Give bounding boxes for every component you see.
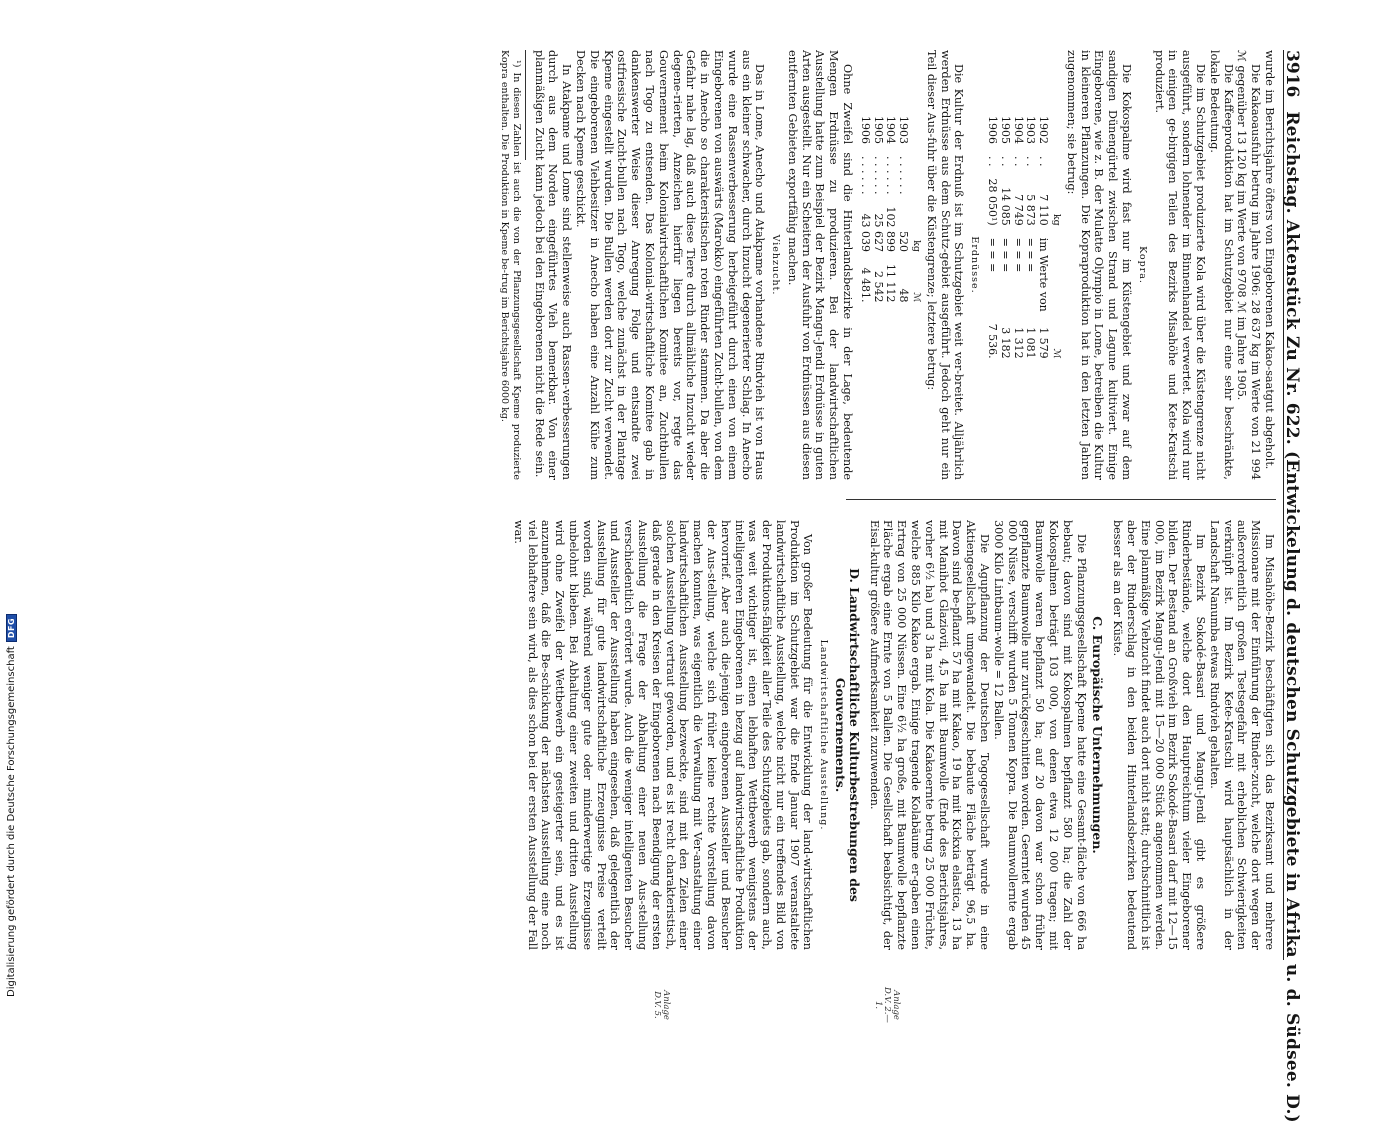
kg-cell: 520 [897, 230, 911, 252]
paragraph: wurde im Berichtsjahre öfters von Eingeborenen Kakao-saatgut abgeholt. [1263, 50, 1276, 470]
page-title: Reichstag. Aktenstück Zu Nr. 622. (Entwickelung d. deutschen Schutzgebiete in Afrika u. d. Südsee. D.) [1281, 111, 1302, 1123]
unit-mark: ℳ [1051, 348, 1063, 359]
table-row [985, 110, 998, 365]
right-column [511, 520, 1276, 950]
year-cell: 1903 [897, 116, 911, 144]
left-column [499, 50, 1276, 480]
year-cell: 1905 [871, 116, 885, 144]
kg-cell: 7 110 [1037, 194, 1051, 226]
leader-dots: . . . . . . [884, 156, 898, 195]
table-header-row [1049, 110, 1062, 365]
subheading-kopra: Kopra. [1136, 246, 1148, 284]
table-row [1036, 110, 1049, 365]
digitization-credit [6, 614, 17, 997]
year-cell: 1906 [858, 116, 872, 144]
value-cell: 3 182 [998, 327, 1012, 359]
unit-mark: ℳ [911, 292, 923, 303]
leader-dots: . . . . . . [871, 156, 885, 195]
value-cell: 7 536. [986, 323, 1000, 359]
credit-text: Digitalisierung gefördert durch die Deutsche Forschungsgemeinschaft [6, 646, 17, 997]
page-number: 3916 [1281, 50, 1302, 98]
unit-kg: kg [911, 240, 923, 252]
subheading-viehzucht: Viehzucht. [770, 234, 782, 296]
paragraph: Die Kokospalme wird fast nur im Küstengebiet und zwar auf dem sandigen Dünengürtel zwischen Strand und Lagune kultiviert. Einige Eingeborene, wie z. B. der Mulatte Olympio in Lome, betreiben die Kultur in kleineren Pflanzungen. Die Kopraproduktion hat in den letzten Jahren zugenommen; sie betrug: [1064, 50, 1134, 480]
document-content [80, 40, 1310, 1123]
unit-kg: kg [1051, 213, 1063, 226]
leader-dots: . . [1011, 156, 1025, 167]
column-divider [846, 499, 1276, 500]
kg-cell: 5 873 [1024, 194, 1038, 226]
paragraph: Die im Schutzgebiet produzierte Kola wird über die Küstengrenze nicht ausgeführt, sondern lohnender im Binnenhandel verwertet. Kola wird nur in einigen ge-birgigen Teilen des Bezirks Misahöhe und Kete-Kratschi produziert. [1152, 50, 1208, 480]
text-cell: = = = [998, 237, 1012, 273]
table-row [1011, 110, 1024, 365]
value-cell: 4 481. [858, 267, 872, 303]
value-cell: 11 112 [884, 263, 898, 303]
leader-dots: . . [998, 156, 1012, 167]
paragraph: In Atakpame und Lome sind stellenweise auch Rassen-verbesserungen durch aus dem Norden eingeführtes Vieh bemerkbar. Von einer planmäßigen Zucht kann jedoch bei den Eingeborenen nicht die Rede sein. [532, 50, 574, 480]
leader-dots: . . . . . . [897, 156, 911, 195]
paragraph: Die Pflanzungsgesellschaft Kpeme hatte eine Gesamt-fläche von 666 ha bebaut; davon sind mit Kokospalmen bepflanzt 580 ha; die Zahl der Kokospalmen beträgt 103 000, von denen etwa 12 000 tragen; mit Baumwolle waren bepflanzt 50 ha; auf 20 davon war schon früher gepflanzte Baumwolle nur zurückgeschnitten worden. Geerntet wurden 45 000 Nüsse, verschifft wurden 5 Tonnen Kopra. Die Baumwollernte ergab 3000 Kilo Lintbaum-wolle = 12 Ballen. [991, 520, 1088, 950]
text-cell: = = = [1011, 237, 1025, 273]
year-cell: 1905 [998, 116, 1012, 144]
margin-annotation: Anlage D.V. 2.—1. [873, 987, 901, 1023]
leader-dots: . . . . . . [858, 156, 872, 195]
dfg-logo: DFG [6, 614, 17, 642]
rotated-document-page [80, 40, 1310, 1123]
table-row [858, 110, 871, 308]
leader-dots: . . [1024, 156, 1038, 167]
paragraph: Im Misahöhe-Bezirk beschäftigten sich das Bezirksamt und mehrere Missionare mit der Einführung der Rinder-zucht, welche dort wegen der außerordentlich großen Tsetsegefahr mit erheblichen Schwierigkeiten verknüpft ist. Im Bezirk Kete-Kratschi wird hauptsächlich in der Landschaft Nanumba etwas Rindvieh gehalten. [1207, 520, 1276, 950]
table-row [871, 110, 884, 308]
year-cell: 1906 [986, 116, 1000, 144]
kopra-table [985, 110, 1062, 365]
year-cell: 1902 [1037, 116, 1051, 144]
section-heading-c: C. Europäische Unternehmungen. [1090, 616, 1106, 854]
table-row [998, 110, 1011, 365]
value-cell: 1 579 [1037, 327, 1051, 359]
table-header-row [909, 110, 922, 308]
kg-cell: 43 039 [858, 213, 872, 252]
paragraph: Das in Lome, Anecho und Atakpame vorhandene Rindvieh ist von Haus aus ein kleiner schwacher, durch Inzucht degenerierter Schlag. In Anecho wurde eine Rassenverbesserung herbeigeführt durch einen von einem Eingeborenen von auswärts (Marokko) eingeführten Zucht-bullen, von dem die in Anecho so charakteristischen roten Rinder stammen. Da aber die Gefahr nahe lag, daß auch diese Tiere durch allmähliche Inzucht wieder degene-rierten, Anzeichen hierfür liegen bereits vor, regte das Gouvernement beim Kolonialwirtschaftlichen Komitee an, Zuchtbullen nach Togo zu entsenden. Das Kolonial-wirtschaftliche Komitee gab in dankenswerter Weise dieser Anregung Folge und entsandte zwei ostfriesische Zucht-bullen nach Togo, welche zunächst in der Plantage Kpeme eingestellt wurden. Die Bullen werden dort zur Zucht verwendet. Die eingeborenen Viehbesitzer in Anecho haben eine Anzahl Kühe zum Decken nach Kpeme geschickt. [573, 50, 767, 480]
paragraph: Die Kakaoausfuhr betrug im Jahre 1906: 28 637 kg im Werte von 21 994 ℳ gegenüber 13 120 kg im Werte von 9708 ℳ im Jahre 1905. [1235, 50, 1263, 480]
value-cell: 2 542 [871, 270, 885, 303]
text-cell: im Werte von [1037, 237, 1051, 312]
paragraph: Die Kaffeeproduktion hat im Schutzgebiet nur eine sehr beschränkte, lokale Bedeutung. [1207, 50, 1235, 480]
table-row [896, 110, 909, 308]
margin-annotation: Anlage D.V. 5. [652, 990, 671, 1020]
section-heading-d: D. Landwirtschaftliche Kulturbestrebungen des Gouvernements. [833, 568, 862, 902]
kg-cell: 14 085 [998, 187, 1012, 226]
page-header [1281, 50, 1310, 1123]
table-row [1024, 110, 1037, 365]
leader-dots: . . [1037, 156, 1051, 167]
year-cell: 1904 [1011, 116, 1025, 144]
kg-cell: 102 899 [884, 206, 898, 252]
subheading-ausstellung: Landwirtschaftliche Ausstellung. [818, 639, 830, 831]
paragraph: Ohne Zweifel sind die Hinterlandsbezirke in der Lage, bedeutende Mengen Erdnüsse zu produzieren. Bei der landwirtschaftlichen Ausstellung hatte zum Beispiel der Bezirk Mangu-Jendi Erdnüsse in guten Arten ausgestellt. Nur ein Scheitern der Ausfuhr von Erdnüssen aus diesen entfernten Gebieten exportfähig machen. [785, 50, 855, 480]
paragraph: Die Kultur der Erdnuß ist im Schutzgebiet weit ver-breitet. Alljährlich werden Erdnüsse aus dem Schutz-gebiet ausgeführt. Jedoch geht nur ein Teil dieser Aus-fuhr über die Küstengrenze; letztere betrug: [924, 50, 966, 480]
value-cell: 1 081 [1024, 327, 1038, 359]
subheading-erdnuesse: Erdnüsse. [969, 236, 981, 294]
kg-cell: 25 627 [871, 213, 885, 252]
leader-dots: . . [986, 156, 1000, 167]
kg-cell: 7 749 [1011, 194, 1025, 226]
value-cell: 48 [897, 288, 911, 303]
year-cell: 1903 [1024, 116, 1038, 144]
table-row [884, 110, 897, 308]
text-cell: = = = [1024, 237, 1038, 273]
erdnuss-table [858, 110, 922, 308]
value-cell: 1 312 [1011, 327, 1025, 359]
text-cell: = = = [986, 237, 1000, 273]
paragraph: Von großer Bedeutung für die Entwicklung der land-wirtschaftlichen Produktion im Schutzgebiet war die Ende Januar 1907 veranstaltete landwirtschaftliche Ausstellung, welche nicht nur ein treffendes Bild von der Produktions-fähigkeit aller Teile des Schutzgebiets gab, sondern auch, was weit wichtiger ist, einen lebhaften Wettbewerb wenigstens der intelligenteren Eingeborenen in bezug auf landwirtschaftliche Produktion hervorrief. Aber auch die-jenigen eingeborenen Aussteller und Besucher der Aus-stellung, welche sich früher keine rechte Vorstellung davon machen konnten, was eigentlich die Verwaltung mit Ver-anstaltung einer landwirtschaftlichen Ausstellung bezweckte, sind mit den Zielen einer solchen Ausstellung vertraut geworden, und es ist recht charakteristisch, daß gerade in den Kreisen der Eingeborenen nach Beendigung der ersten Ausstellung die Frage der Abhaltung einer neuen Aus-stellung verschiedentlich erörtert wurde. Auch die weniger intelligenten Besucher und Aussteller der Ausstellung haben eingesehen, daß gelegentlich der Ausstellung für gute landwirtschaftliche Erzeugnisse Preise verteilt worden sind, während weniger gute oder minderwertige Erzeugnisse unbelohnt blieben. Bei Abhaltung einer zweiten und dritten Ausstellung wird ohne Zweifel der Wettbewerb ein gesteigerter sein, und es ist anzunehmen, daß die Be-schickung der nächsten Ausstellung eine noch viel lebhaftere sein wird, als dies schon bei der ersten Ausstellung der Fall war. [511, 520, 815, 950]
kg-cell: 28 050¹) [986, 178, 1000, 226]
footnote: ¹) In diesen Zahlen ist auch die von der Pflanzungsgesellschaft Kpeme produzierte Kopra enthalten. Die Produktion in Kpeme be-trug im Berichtsjahre 6000 kg. [499, 50, 522, 480]
year-cell: 1904 [884, 116, 898, 144]
footnote-divider [525, 50, 526, 160]
paragraph: Im Bezirk Sokodé-Basari und Mangu-Jendi gibt es größere Rinderbestände, welche dort den Hauptreichtum vieler Eingeborener bilden. Der Bestand an Großvieh im Bezirk Sokodé-Basari darf mit 12—15 000, im Bezirk Mangu-Jendi mit 15—20 000 Stück angenommen werden. Eine planmäßige Viehzucht findet auch dort nicht statt; durchschnittlich ist aber der Rinderschlag in den beiden Hinterlandsbezirken bedeutend besser als an der Küste. [1111, 520, 1208, 950]
paragraph: Die Agupflanzung der Deutschen Togogesellschaft wurde in eine Aktiengesellschaft umgewandelt. Die bebaute Fläche beträgt 96,5 ha. Davon sind be-pflanzt 57 ha mit Kakao, 19 ha mit Kickxia elastica, 13 ha mit Manihot Glaziovii, 4,5 ha mit Baumwolle (Ende des Berichtsjahres, vorher 6½ ha) und 3 ha mit Kola. Die Kakaoernte betrug 25 000 Früchte, welche 885 Kilo Kakao ergab. Einige tragende Kolabäume er-gaben einen Ertrag von 25 000 Nüssen. Eine 6½ ha große, mit Baumwolle bepflanzte Fläche ergab eine Ernte von 5 Ballen. Die Gesellschaft beabsichtigt, der Eisal-kultur größere Aufmerksamkeit zuzuwenden. [867, 520, 992, 950]
